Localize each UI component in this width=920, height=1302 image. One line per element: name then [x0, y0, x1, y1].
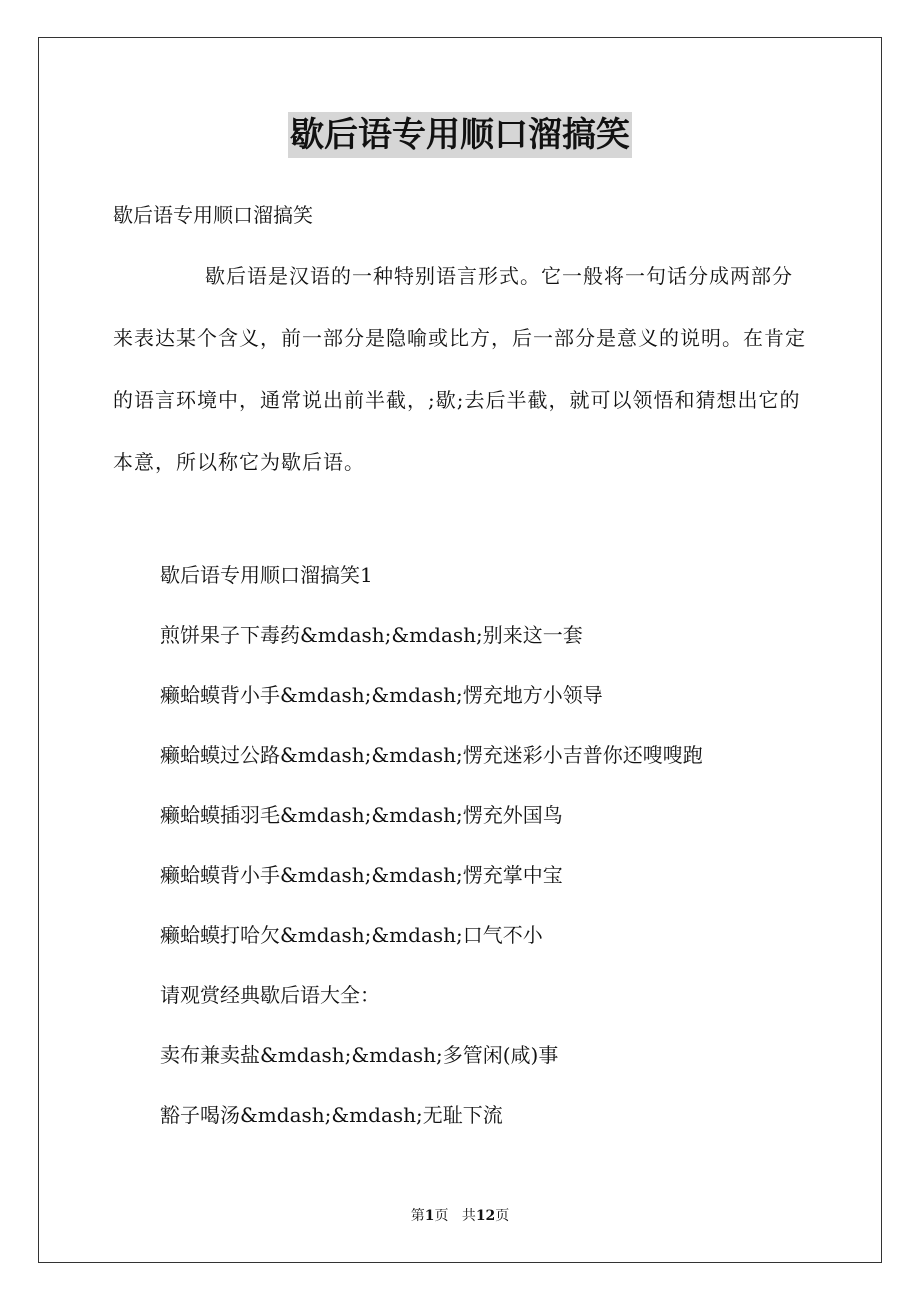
list-item: 请观赏经典歇后语大全： [160, 983, 380, 1007]
intro-paragraph: 歇后语是汉语的一种特别语言形式。它一般将一句话分成两部分来表达某个含义，前一部分是隐喻或比方，后一部分是意义的说明。在肯定的语言环境中，通常说出前半截，;歇;去后半截，就可以领悟和猜想出它的本意，所以称它为歇后语。 [113, 264, 806, 474]
footer-total-prefix: 共 [461, 1208, 476, 1224]
document-title: 歇后语专用顺口溜搞笑 [288, 112, 632, 158]
list-item: 癞蛤蟆打哈欠&mdash;&mdash;口气不小 [160, 923, 543, 947]
list-item: 煎饼果子下毒药&mdash;&mdash;别来这一套 [160, 623, 583, 647]
footer-page-number: 1 [424, 1208, 435, 1224]
list-item: 癞蛤蟆背小手&mdash;&mdash;愣充地方小领导 [160, 683, 603, 707]
list-item: 卖布兼卖盐&mdash;&mdash;多管闲(咸)事 [160, 1043, 559, 1067]
footer-prefix: 第 [410, 1208, 425, 1224]
list-item: 豁子喝汤&mdash;&mdash;无耻下流 [160, 1103, 503, 1127]
document-subtitle: 歇后语专用顺口溜搞笑 [113, 203, 313, 227]
page-footer [0, 1206, 920, 1226]
list-item: 癞蛤蟆背小手&mdash;&mdash;愣充掌中宝 [160, 863, 563, 887]
footer-total-pages: 12 [475, 1208, 496, 1224]
content-section [160, 560, 840, 1160]
section-heading: 歇后语专用顺口溜搞笑1 [160, 563, 373, 587]
footer-page-suffix: 页 [434, 1208, 449, 1224]
list-item: 癞蛤蟆过公路&mdash;&mdash;愣充迷彩小吉普你还嗖嗖跑 [160, 743, 703, 767]
footer-total-suffix: 页 [495, 1208, 510, 1224]
list-item: 癞蛤蟆插羽毛&mdash;&mdash;愣充外国鸟 [160, 803, 563, 827]
title-container [0, 112, 920, 158]
